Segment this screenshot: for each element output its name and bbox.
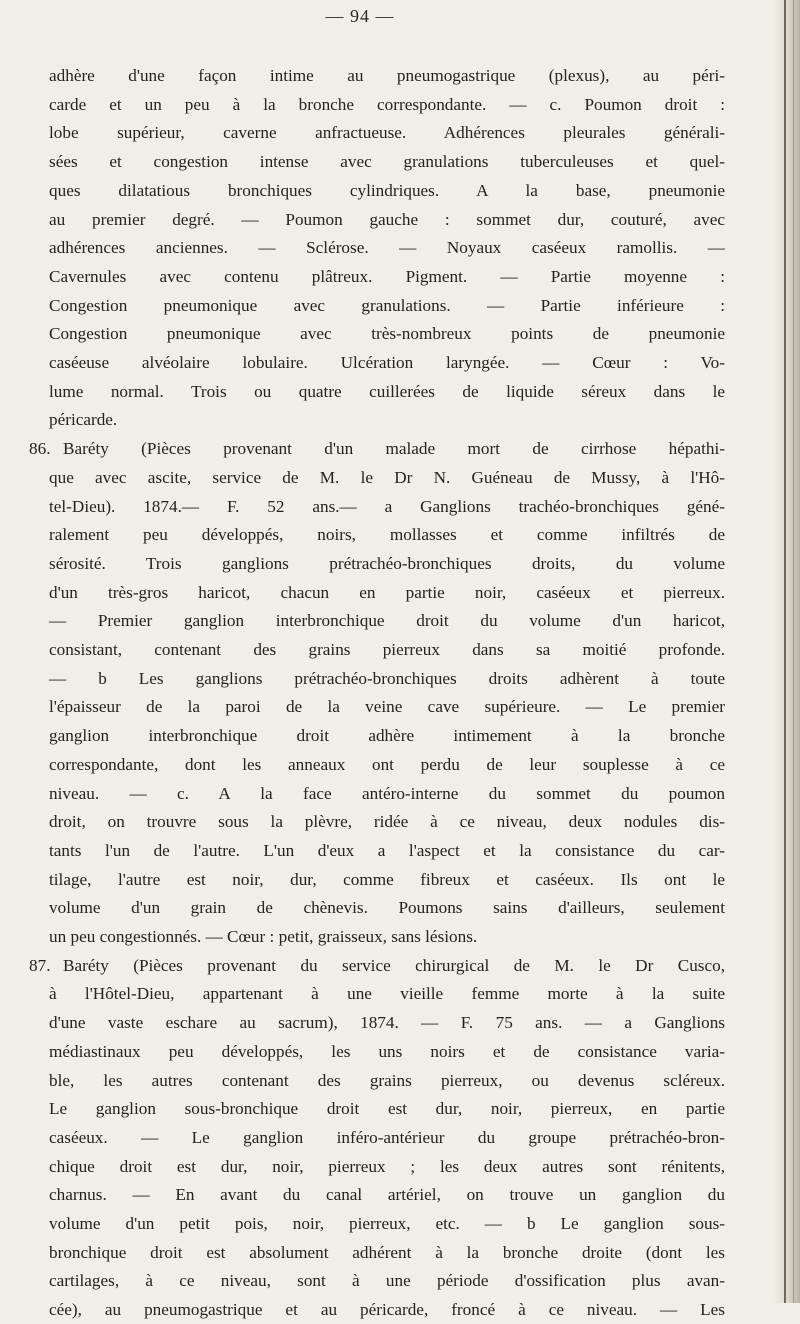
text-line: cartilages, à ce niveau, sont à une période d'ossification plus avan- [49,1271,725,1291]
text-line: ble, les autres contenant des grains pierreux, ou devenus scléreux. [49,1070,725,1090]
text-line: Baréty (Pièces provenant du service chirurgical de M. le Dr Cusco, [63,955,725,975]
text-line: Cavernules avec contenu plâtreux. Pigment. — Partie moyenne : [49,266,725,286]
text-line: cée), au pneumogastrique et au péricarde, froncé à ce niveau. — Les [49,1300,725,1320]
page-edge-line [784,0,786,1303]
text-line: — Premier ganglion interbronchique droit du volume d'un haricot, [49,611,725,631]
text-line: à l'Hôtel-Dieu, appartenant à une vieille femme morte à la suite [49,984,725,1004]
page-edge [774,0,800,1303]
text-line: niveau. — c. A la face antéro-interne du sommet du poumon [49,783,725,803]
text-line: un peu congestionnés. — Cœur : petit, graisseux, sans lésions. [49,927,478,946]
text-line: tel-Dieu). 1874.— F. 52 ans.— a Ganglions trachéo-bronchiques géné- [49,496,725,516]
entry-number: 86. [29,439,51,459]
text-line: Congestion pneumonique avec granulations. — Partie inférieure : [49,295,725,315]
text-line: Congestion pneumonique avec très-nombreux points de pneumonie [49,324,725,344]
text-line: sées et congestion intense avec granulations tuberculeuses et quel- [49,152,725,172]
text-line: que avec ascite, service de M. le Dr N. Guéneau de Mussy, à l'Hô- [49,467,725,487]
text-line: tants l'un de l'autre. L'un d'eux a l'aspect et la consistance du car- [49,840,725,860]
text-line: consistant, contenant des grains pierreux dans sa moitié profonde. [49,640,725,659]
text-line: adhérences anciennes. — Sclérose. — Noyaux caséeux ramollis. — [49,238,725,258]
page-number: — 94 — [325,6,395,26]
text-line: tilage, l'autre est noir, dur, comme fibreux et caséeux. Ils ont le [49,869,725,889]
text-line: Le ganglion sous-bronchique droit est dur, noir, pierreux, en partie [49,1099,725,1119]
text-line: charnus. — En avant du canal artériel, on trouve un ganglion du [49,1185,725,1205]
text-line: correspondante, dont les anneaux ont perdu de leur souplesse à ce [49,754,725,774]
text-line: volume d'un petit pois, noir, pierreux, etc. — b Le ganglion sous- [49,1214,725,1233]
text-line: d'une vaste eschare au sacrum), 1874. — F. 75 ans. — a Ganglions [49,1013,725,1033]
text-line: Baréty (Pièces provenant d'un malade mort de cirrhose hépathi- [63,439,725,459]
page-edge-line-secondary [793,0,794,1303]
text-line: carde et un peu à la bronche correspondante. — c. Poumon droit : [49,94,725,114]
text-line: l'épaisseur de la paroi de la veine cave supérieure. — Le premier [49,697,725,717]
text-line: médiastinaux peu développés, les uns noirs et de consistance varia- [49,1041,725,1061]
text-line: volume d'un grain de chènevis. Poumons sains d'ailleurs, seulement [49,898,725,918]
text-line: ganglion interbronchique droit adhère intimement à la bronche [49,726,725,746]
text-line: — b Les ganglions prétrachéo-bronchiques droits adhèrent à toute [49,668,725,688]
entry-number: 87. [29,955,51,975]
text-line: ralement peu développés, noirs, mollasses et comme infiltrés de [49,525,725,545]
text-line: droit, on trouvre sous la plèvre, ridée à ce niveau, deux nodules dis- [49,812,725,832]
text-line: chique droit est dur, noir, pierreux ; les deux autres sont rénitents, [49,1156,725,1176]
text-line: lume normal. Trois ou quatre cuillerées de liquide séreux dans le [49,381,725,401]
text-line: péricarde. [49,410,118,430]
text-line: sérosité. Trois ganglions prétrachéo-bronchiques droits, du volume [49,553,725,573]
text-line: caséeuse alvéolaire lobulaire. Ulcération laryngée. — Cœur : Vo- [49,353,725,372]
text-line: ques dilatatious bronchiques cylindriques. A la base, pneumonie [49,180,725,200]
text-line: lobe supérieur, caverne anfractueuse. Adhérences pleurales générali- [49,123,725,143]
text-line: adhère d'une façon intime au pneumogastrique (plexus), au péri- [49,66,725,85]
text-line: d'un très-gros haricot, chacun en partie noir, caséeux et pierreux. [49,582,725,602]
text-line: caséeux. — Le ganglion inféro-antérieur du groupe prétrachéo-bron- [49,1127,725,1147]
text-line: bronchique droit est absolument adhérent à la bronche droite (dont les [49,1242,725,1262]
text-line: au premier degré. — Poumon gauche : sommet dur, couturé, avec [49,209,725,229]
